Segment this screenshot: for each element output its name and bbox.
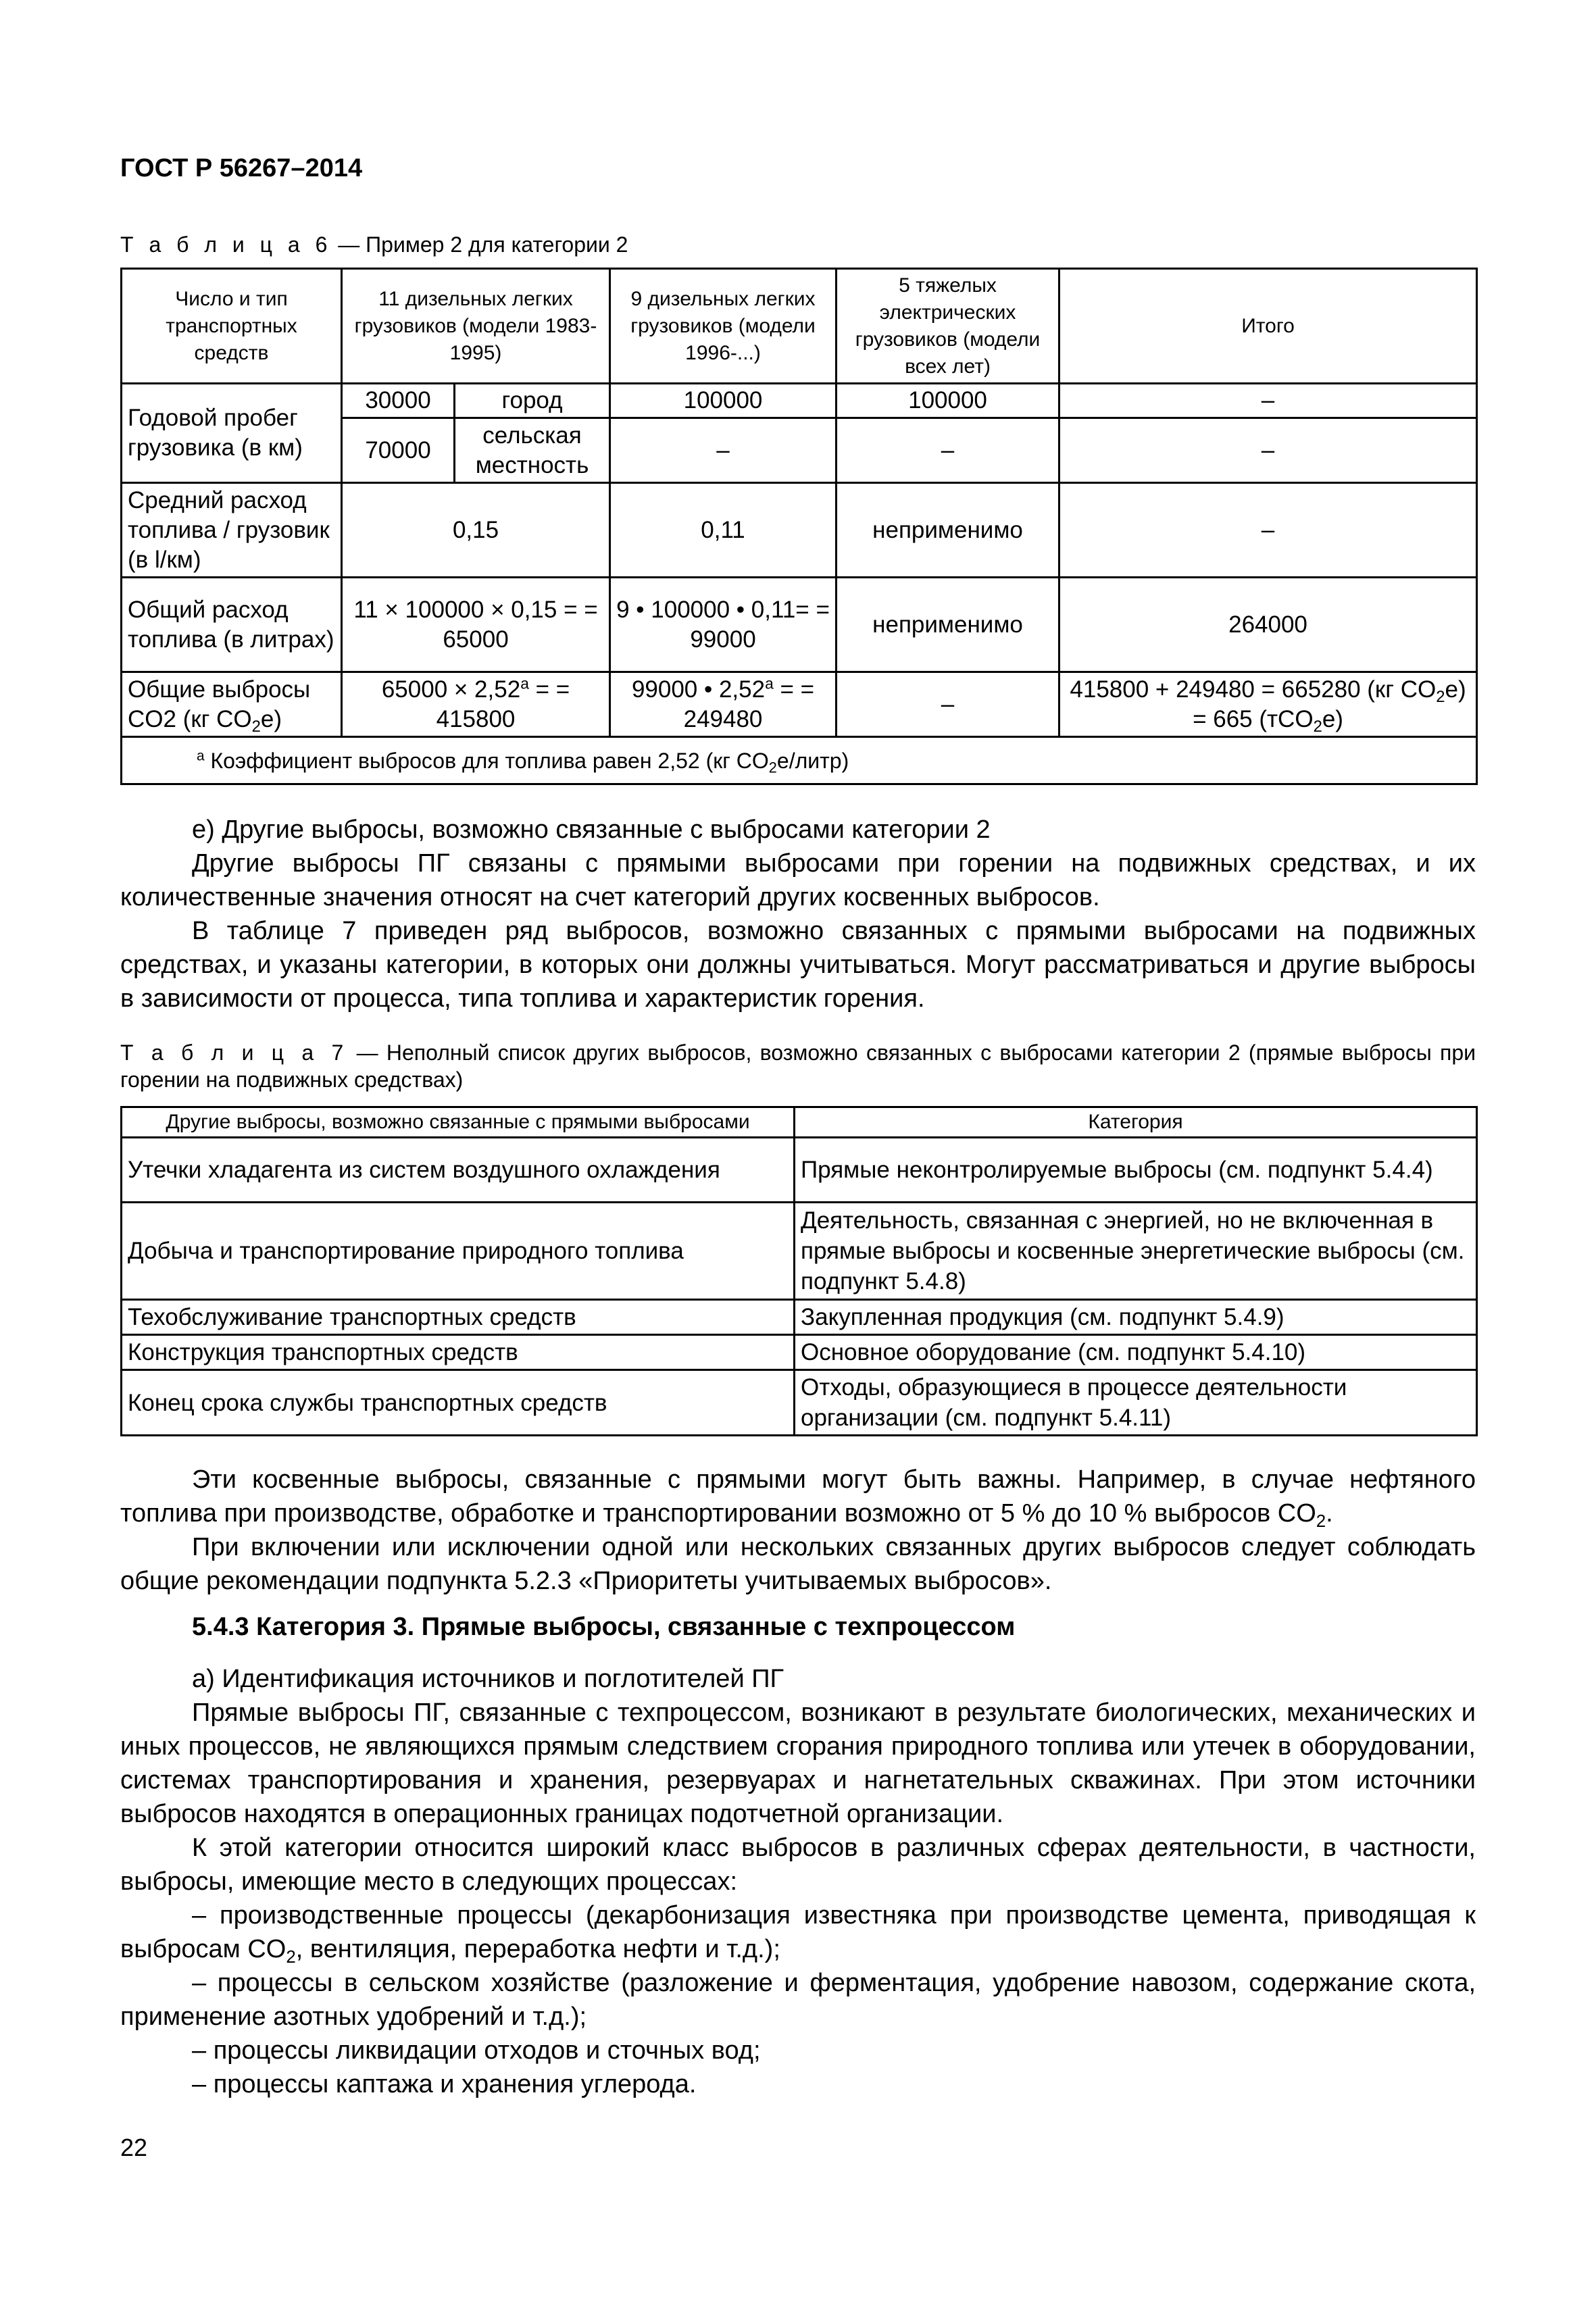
page-number: 22 xyxy=(120,2134,148,2161)
row-label: Общие выбросы CO2 (кг $CO_2е$) xyxy=(122,672,342,737)
cell: Деятельность, связанная с энергией, но не включенная в прямые выбросы и косвенные энергетические выбросы (см. подпункт 5.4.8) xyxy=(795,1203,1477,1300)
cell: Конец срока службы транспортных средств xyxy=(122,1370,795,1436)
document-code: ГОСТ Р 56267–2014 xyxy=(120,154,363,182)
cell: неприменимо xyxy=(837,483,1059,578)
table-6 xyxy=(120,268,1478,785)
row-label: Годовой пробег грузовика (в км) xyxy=(122,384,342,483)
table6-footnote: $^a$ Коэффициент выбросов для топлива равен 2,52 (кг $CO_2е/литр$) xyxy=(122,737,1477,784)
after-table7-text xyxy=(120,1463,1476,1598)
table-row xyxy=(122,483,1477,578)
cell: 100000 xyxy=(610,384,837,418)
cell: Отходы, образующиеся в процессе деятельности организации (см. подпункт 5.4.11) xyxy=(795,1370,1477,1436)
cell: 415800 + 249480 = 665280 (кг $CO_2е) = 665$ (тCO$_2$е) xyxy=(1059,672,1477,737)
cell: – xyxy=(837,672,1059,737)
row-label: Средний расход топлива / грузовик (в l/км) xyxy=(122,483,342,578)
cell: Утечки хладагента из систем воздушного охлаждения xyxy=(122,1138,795,1203)
cell: 11 × 100000 × 0,15 = = 65000 xyxy=(342,578,610,672)
table7-header-row xyxy=(122,1107,1477,1138)
cell: Закупленная продукция (см. подпункт 5.4.9) xyxy=(795,1300,1477,1335)
table6-header-cell: Число и тип транспортных средств xyxy=(122,269,342,384)
cell: 99000 • 2,52$^a$ = = 249480 xyxy=(610,672,837,737)
cell: Конструкция транспортных средств xyxy=(122,1335,795,1370)
section-543-body xyxy=(120,1662,1476,2101)
table7-header-cell: Другие выбросы, возможно связанные с прямыми выбросами xyxy=(122,1107,795,1138)
row-label: Общий расход топлива (в литрах) xyxy=(122,578,342,672)
paragraph: При включении или исключении одной или нескольких связанных других выбросов следует соблюдать общие рекомендации подпункта 5.2.3 «Приоритеты учитываемых выбросов». xyxy=(120,1533,1476,1595)
cell: Добыча и транспортирование природного топлива xyxy=(122,1203,795,1300)
table-row xyxy=(122,578,1477,672)
cell: 0,11 xyxy=(610,483,837,578)
table6-header-cell: 9 дизельных легких грузовиков (модели 1996-...) xyxy=(610,269,837,384)
cell: 9 • 100000 • 0,11= = 99000 xyxy=(610,578,837,672)
table-row xyxy=(122,1335,1477,1370)
list-item: – процессы в сельском хозяйстве (разложение и ферментация, удобрение навозом, содержание скота, применение азотных удобрений и т.д.); xyxy=(120,1969,1476,2031)
table-row xyxy=(122,672,1477,737)
cell: – xyxy=(1059,418,1477,483)
cell: 30000 xyxy=(342,384,455,418)
cell: город xyxy=(455,384,610,418)
section-e xyxy=(120,813,1476,1015)
table-row xyxy=(122,1300,1477,1335)
table6-caption xyxy=(120,231,628,258)
table-row xyxy=(122,1203,1477,1300)
table-row xyxy=(122,1138,1477,1203)
table7-caption-text: — Неполный список других выбросов, возможно связанных с выбросами категории 2 (прямые выбросы при горении на подвижных средствах) xyxy=(120,1040,1476,1092)
cell: – xyxy=(610,418,837,483)
cell: – xyxy=(1059,384,1477,418)
paragraph: Другие выбросы ПГ связаны с прямыми выбросами при горении на подвижных средствах, и их количественные значения относят на счет категорий других косвенных выбросов. xyxy=(120,849,1476,911)
section-heading: 5.4.3 Категория 3. Прямые выбросы, связанные с техпроцессом xyxy=(192,1613,1016,1641)
table6-caption-label: Т а б л и ц а 6 xyxy=(120,232,332,257)
paragraph: Эти косвенные выбросы, связанные с прямыми могут быть важны. Например, в случае нефтяного топлива при производстве, обработке и транспортировании возможно от 5 % до 10 % выбросов $CO_2$. xyxy=(120,1465,1476,1531)
paragraph: К этой категории относится широкий класс выбросов в различных сферах деятельности, в частности, выбросы, имеющие место в следующих процессах: xyxy=(120,1834,1476,1896)
table6-footnote-row xyxy=(122,737,1477,784)
cell: 65000 × 2,52$^a$ = = 415800 xyxy=(342,672,610,737)
cell: 70000 xyxy=(342,418,455,483)
cell: 264000 xyxy=(1059,578,1477,672)
cell: 100000 xyxy=(837,384,1059,418)
table6-header-cell: 5 тяжелых электрических грузовиков (модели всех лет) xyxy=(837,269,1059,384)
cell: – xyxy=(837,418,1059,483)
paragraph: Прямые выбросы ПГ, связанные с техпроцессом, возникают в результате биологических, механических и иных процессов, не являющихся прямым следствием сгорания природного топлива или утечек в оборудовании, системах транспортирования и хранения, резервуарах и нагнетательных скважинах. При этом источники выбросов находятся в операционных границах подотчетной организации. xyxy=(120,1699,1476,1828)
list-item: – производственные процессы (декарбонизация известняка при производстве цемента, приводящая к выбросам $CO_2$, вентиляция, переработка нефти и т.д.); xyxy=(120,1901,1476,1967)
table6-header-row xyxy=(122,269,1477,384)
table6-caption-text: — Пример 2 для категории 2 xyxy=(332,232,628,257)
cell: Техобслуживание транспортных средств xyxy=(122,1300,795,1335)
subsection-heading: а) Идентификация источников и поглотителей ПГ xyxy=(192,1665,784,1693)
table6-header-cell: 11 дизельных легких грузовиков (модели 1983-1995) xyxy=(342,269,610,384)
list-item: – процессы ликвидации отходов и сточных вод; xyxy=(192,2036,761,2065)
table7-caption-label: Т а б л и ц а 7 xyxy=(120,1040,349,1065)
cell: неприменимо xyxy=(837,578,1059,672)
cell: 0,15 xyxy=(342,483,610,578)
list-item: – процессы каптажа и хранения углерода. xyxy=(192,2070,697,2098)
cell: Основное оборудование (см. подпункт 5.4.10) xyxy=(795,1335,1477,1370)
table-7 xyxy=(120,1106,1478,1436)
table7-header-cell: Категория xyxy=(795,1107,1477,1138)
table-row xyxy=(122,384,1477,418)
table7-caption xyxy=(120,1039,1476,1093)
section-e-heading: е) Другие выбросы, возможно связанные с выбросами категории 2 xyxy=(192,815,991,844)
cell: Прямые неконтролируемые выбросы (см. подпункт 5.4.4) xyxy=(795,1138,1477,1203)
table6-header-cell: Итого xyxy=(1059,269,1477,384)
cell: – xyxy=(1059,483,1477,578)
paragraph: В таблице 7 приведен ряд выбросов, возможно связанных с прямыми выбросами на подвижных средствах, и указаны категории, в которых они должны учитываться. Могут рассматриваться и другие выбросы в зависимости от процесса, типа топлива и характеристик горения. xyxy=(120,917,1476,1013)
cell: сельская местность xyxy=(455,418,610,483)
table-row xyxy=(122,1370,1477,1436)
